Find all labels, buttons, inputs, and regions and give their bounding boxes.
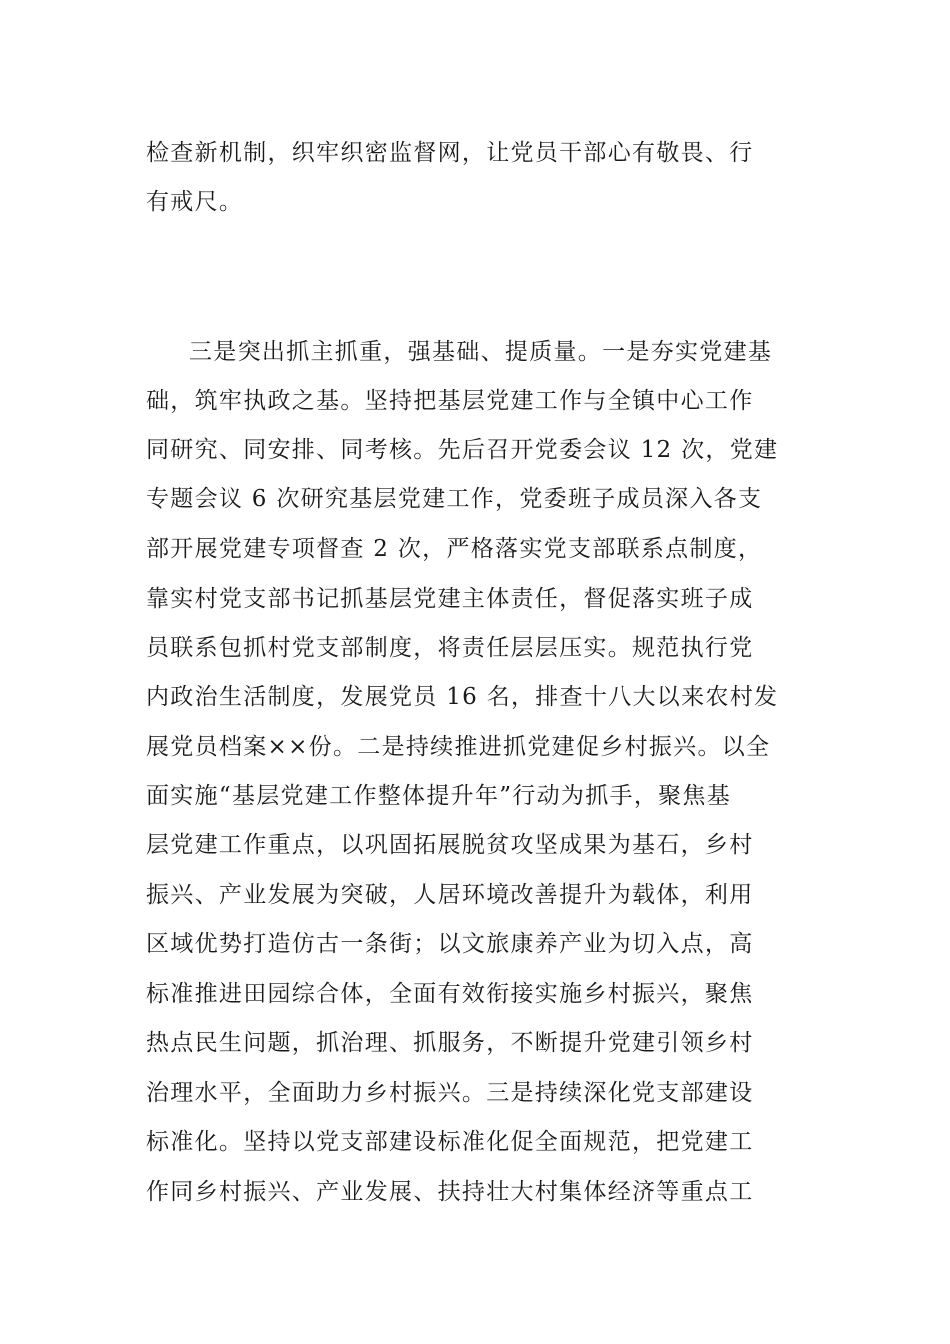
text-line: 治理水平，全面助力乡村振兴。三是持续深化党支部建设 (146, 1080, 754, 1106)
text-line: 标准推进田园综合体，全面有效衔接实施乡村振兴，聚焦 (146, 981, 754, 1007)
text-line: 础，筑牢执政之基。坚持把基层党建工作与全镇中心工作 (146, 388, 754, 414)
text-line: 振兴、产业发展为突破，人居环境改善提升为载体，利用 (146, 882, 754, 908)
text-line: 有戒尺。 (146, 189, 244, 215)
text-line: 热点民生问题，抓治理、抓服务，不断提升党建引领乡村 (146, 1030, 754, 1056)
text-line: 区域优势打造仿古一条街；以文旅康养产业为切入点，高 (146, 931, 754, 957)
text-line: 面实施“基层党建工作整体提升年”行动为抓手，聚焦基 (146, 783, 732, 809)
text-line: 检查新机制，织牢织密监督网，让党员干部心有敬畏、行 (146, 140, 754, 166)
text-line: 部开展党建专项督查 2 次，严格落实党支部联系点制度， (146, 536, 763, 562)
text-line: 内政治生活制度，发展党员 16 名，排查十八大以来农村发 (146, 684, 779, 710)
text-line: 靠实村党支部书记抓基层党建主体责任，督促落实班子成 (146, 586, 754, 612)
text-line: 作同乡村振兴、产业发展、扶持壮大村集体经济等重点工 (146, 1179, 754, 1205)
text-line: 标准化。坚持以党支部建设标准化促全面规范，把党建工 (146, 1129, 754, 1155)
text-line: 员联系包抓村党支部制度，将责任层层压实。规范执行党 (146, 635, 754, 661)
text-line: 三是突出抓主抓重，强基础、提质量。一是夯实党建基 (189, 339, 773, 365)
text-line: 同研究、同安排、同考核。先后召开党委会议 12 次，党建 (146, 437, 779, 463)
text-line: 专题会议 6 次研究基层党建工作，党委班子成员深入各支 (146, 486, 763, 512)
text-line: 展党员档案××份。二是持续推进抓党建促乡村振兴。以全 (146, 734, 771, 760)
text-line: 层党建工作重点，以巩固拓展脱贫攻坚成果为基石，乡村 (146, 832, 754, 858)
